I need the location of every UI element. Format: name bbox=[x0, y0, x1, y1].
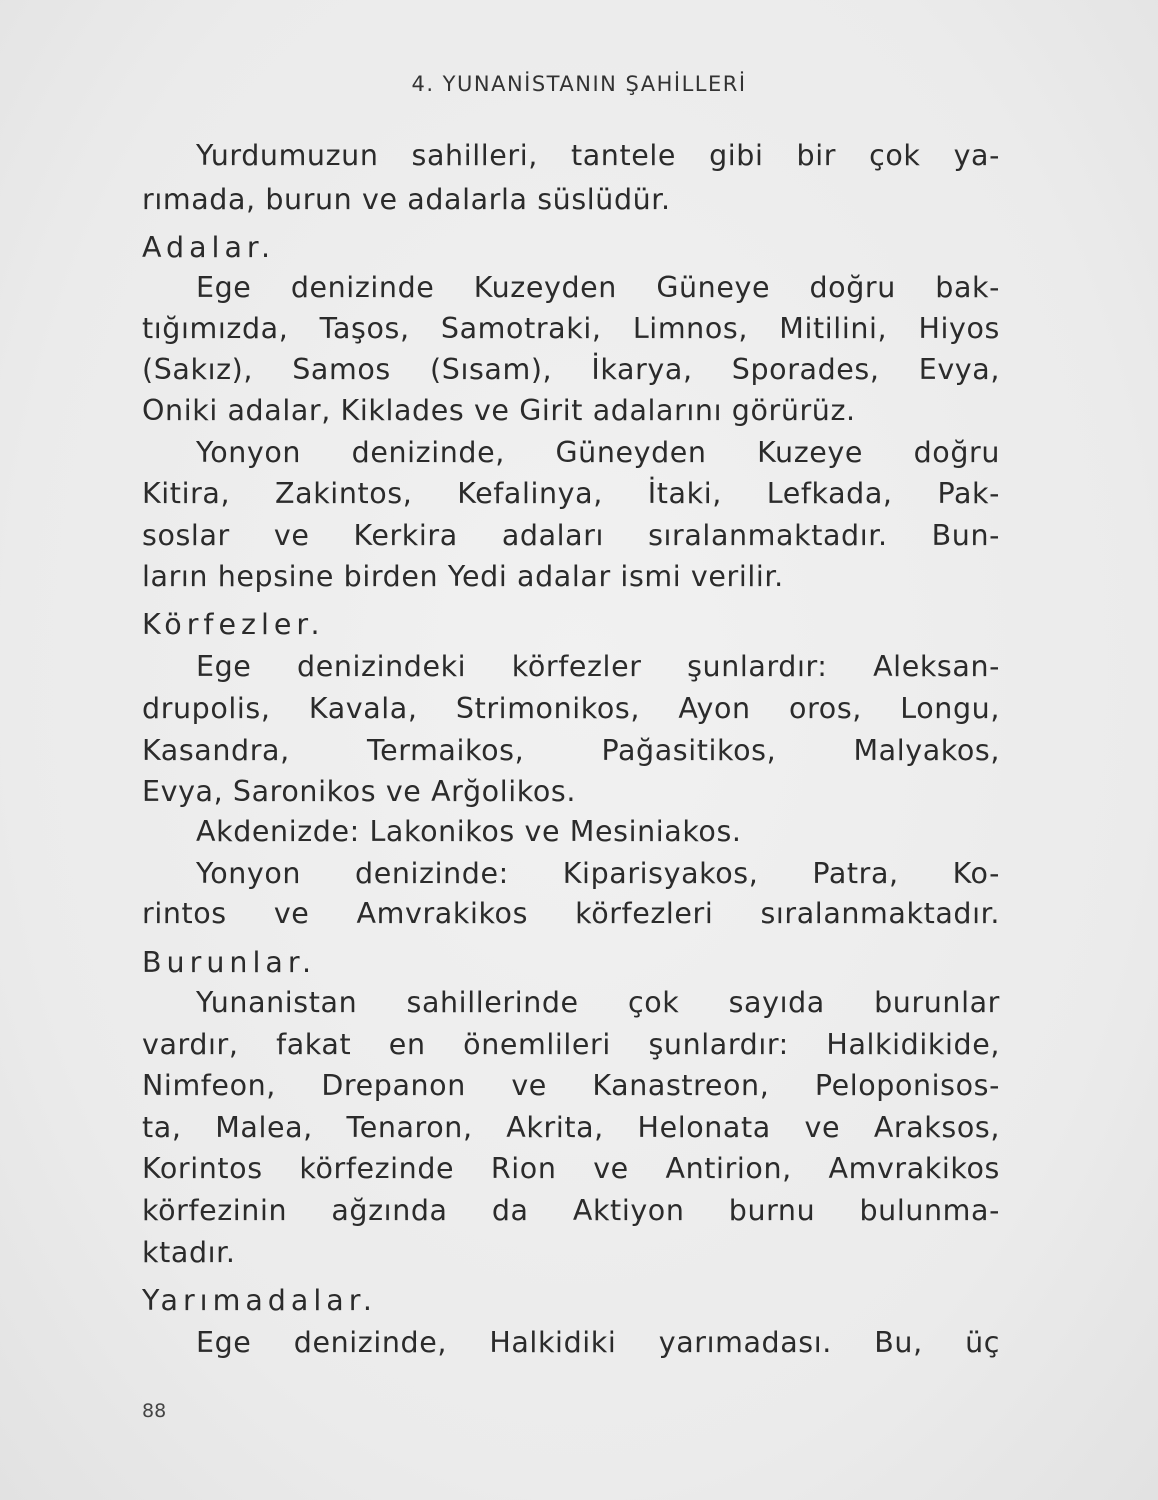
text-line: Akdenizde: Lakonikos ve Mesiniakos. bbox=[196, 815, 742, 848]
text-line: vardır, fakat en önemlileri şunlardır: Halkidikide, bbox=[142, 1028, 1000, 1061]
text-line: soslar ve Kerkira adaları sıralanmaktadır. Bun- bbox=[142, 519, 1000, 552]
text-line: rımada, burun ve adalarla süslüdür. bbox=[142, 183, 671, 216]
text-line: Ege denizinde Kuzeyden Güneye doğru bak- bbox=[196, 271, 1000, 304]
text-line: ta, Malea, Tenaron, Akrita, Helonata ve Araksos, bbox=[142, 1111, 1000, 1144]
text-line: Yonyon denizinde: Kiparisyakos, Patra, Ko- bbox=[196, 857, 1000, 890]
text-line: körfezinin ağzında da Aktiyon burnu bulunma- bbox=[142, 1194, 1000, 1227]
text-line: Korintos körfezinde Rion ve Antirion, Amvrakikos bbox=[142, 1152, 1000, 1185]
section-heading-korfezler: Körfezler. bbox=[142, 608, 325, 641]
text-line: tığımızda, Taşos, Samotraki, Limnos, Mitilini, Hiyos bbox=[142, 312, 1000, 345]
text-line: Ege denizinde, Halkidiki yarımadası. Bu, üç bbox=[196, 1326, 1000, 1359]
text-line: Nimfeon, Drepanon ve Kanastreon, Peloponisos- bbox=[142, 1069, 1000, 1102]
text-line: Kitira, Zakintos, Kefalinya, İtaki, Lefkada, Pak- bbox=[142, 477, 1000, 510]
page-number: 88 bbox=[142, 1400, 167, 1422]
text-line: ların hepsine birden Yedi adalar ismi verilir. bbox=[142, 560, 784, 593]
text-line: Yunanistan sahillerinde çok sayıda burunlar bbox=[196, 986, 1000, 1019]
text-line: Yonyon denizinde, Güneyden Kuzeye doğru bbox=[196, 436, 1000, 469]
section-heading-yarimadalar: Yarımadalar. bbox=[142, 1284, 377, 1317]
text-line: Oniki adalar, Kiklades ve Girit adalarını görürüz. bbox=[142, 394, 856, 427]
chapter-header: 4. YUNANİSTANIN ŞAHİLLERİ bbox=[411, 72, 747, 96]
text-line: ktadır. bbox=[142, 1236, 236, 1269]
text-line: Ege denizindeki körfezler şunlardır: Aleksan- bbox=[196, 650, 1000, 683]
text-line: Yurdumuzun sahilleri, tantele gibi bir çok ya- bbox=[196, 139, 1000, 172]
text-line: drupolis, Kavala, Strimonikos, Ayon oros, Longu, bbox=[142, 692, 1000, 725]
text-line: (Sakız), Samos (Sısam), İkarya, Sporades, Evya, bbox=[142, 353, 1000, 386]
section-heading-adalar: Adalar. bbox=[142, 231, 276, 264]
text-line: Evya, Saronikos ve Arğolikos. bbox=[142, 775, 576, 808]
section-heading-burunlar: Burunlar. bbox=[142, 946, 317, 979]
text-line: rintos ve Amvrakikos körfezleri sıralanmaktadır. bbox=[142, 897, 1000, 930]
text-line: Kasandra, Termaikos, Pağasitikos, Malyakos, bbox=[142, 734, 1000, 767]
